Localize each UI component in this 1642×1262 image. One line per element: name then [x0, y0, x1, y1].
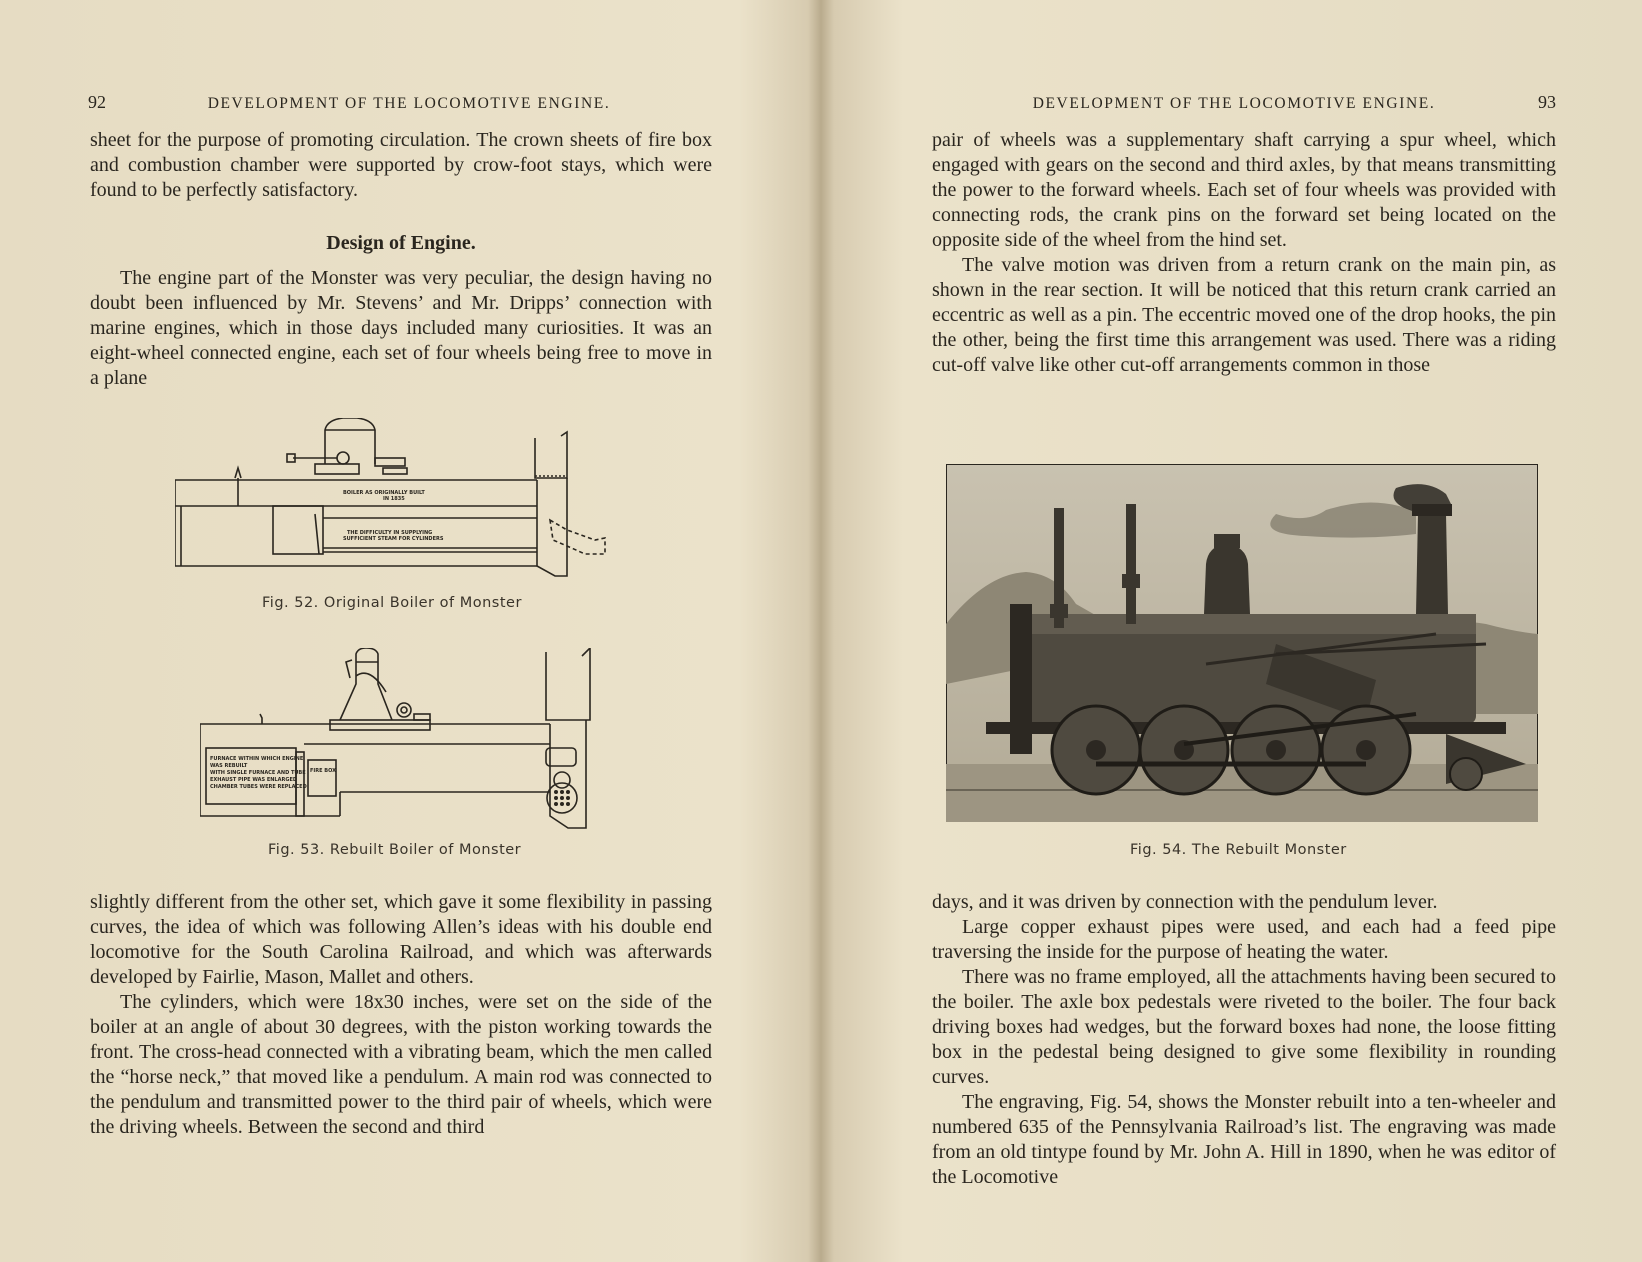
fig53-label-5: CHAMBER TUBES WERE REPLACED [210, 784, 307, 790]
right-running-head [930, 92, 1556, 113]
left-design-paragraph-block [90, 266, 712, 391]
left-page-number: 92 [88, 92, 106, 112]
fig52-label-4: SUFFICIENT STEAM FOR CYLINDERS [343, 536, 444, 542]
fig54-locomotive-engraving [946, 464, 1538, 822]
right-page [822, 0, 1642, 1262]
right-running-title: DEVELOPMENT OF THE LOCOMOTIVE ENGINE. [1032, 95, 1436, 112]
right-paragraph-bottom-3: There was no frame employed, all the attachments having been secured to the boiler. The axle box pedestals were riveted to the boiler. The four back driving boxes had wedges, but the forward boxes had none, the loose fitting box in the pedestal being designed to give some flexibility in rounding curves. [932, 966, 1556, 1088]
left-running-head [88, 92, 712, 113]
right-paragraph-bottom-2: Large copper exhaust pipes were used, and each had a feed pipe traversing the inside for the purpose of heating the water. [932, 916, 1556, 963]
right-bottom-paragraph-block [932, 890, 1556, 1190]
fig53-boiler-drawing [200, 648, 610, 844]
right-page-number: 93 [1538, 92, 1556, 112]
section-heading: Design of Engine. [326, 232, 476, 254]
left-paragraph-bottom-2: The cylinders, which were 18x30 inches, were set on the side of the boiler at an angle of about 30 degrees, with the piston working towards the front. The cross-head connected with a vibrating beam, which the men called the “horse neck,” that moved like a pendulum. A main rod was connected to the pendulum and transmitted power to the third pair of wheels, which were the driving wheels. Between the second and third [90, 991, 712, 1138]
left-running-title: DEVELOPMENT OF THE LOCOMOTIVE ENGINE. [207, 95, 611, 112]
fig52-label-2: IN 1835 [383, 496, 405, 502]
right-paragraph-top-2: The valve motion was driven from a return crank on the main pin, as shown in the rear section. It will be noticed that this return crank carried an eccentric as well as a pin. The eccentric moved one of the drop hooks, the pin the other, being the first time this arrangement was used. There was a riding cut-off valve like other cut-off arrangements common in those [932, 254, 1556, 376]
fig52-label-3: THE DIFFICULTY IN SUPPLYING [347, 530, 433, 536]
right-paragraph-bottom-4: The engraving, Fig. 54, shows the Monster rebuilt into a ten-wheeler and numbered 635 of the Pennsylvania Railroad’s list. The engraving was made from an old tintype found by Mr. John A. Hill in 1890, when he was editor of the Locomotive [932, 1091, 1556, 1188]
left-paragraph-design: The engine part of the Monster was very peculiar, the design having no doubt been influenced by Mr. Stevens’ and Mr. Dripps’ connection with marine engines, which in those days included many curiosities. It was an eight-wheel connected engine, each set of four wheels being free to move in a plane [90, 267, 712, 389]
fig53-label-2: WAS REBUILT [210, 763, 248, 769]
fig52-boiler-drawing [175, 418, 620, 578]
fig52-caption: Fig. 52. Original Boiler of Monster [262, 595, 522, 611]
fig52-labels [343, 490, 444, 542]
right-paragraph-bottom-1: days, and it was driven by connection with the pendulum lever. [932, 891, 1438, 913]
fig53-labels [210, 756, 336, 790]
left-paragraph-bottom-1: slightly different from the other set, which gave it some flexibility in passing curves, the idea of which was following Allen’s ideas with his double end locomotive for the South Carolina Railroad, and which was afterwards developed by Fairlie, Mason, Mallet and others. [90, 891, 712, 988]
fig52-label-1: BOILER AS ORIGINALLY BUILT [343, 490, 425, 496]
fig53-label-4: EXHAUST PIPE WAS ENLARGED [210, 777, 298, 783]
left-paragraph-top: sheet for the purpose of promoting circulation. The crown sheets of fire box and combustion chamber were supported by crow-foot stays, which were found to be perfectly satisfactory. [90, 129, 712, 201]
fig53-label-6: FIRE BOX [310, 768, 337, 774]
left-top-paragraph-block [90, 128, 712, 203]
fig54-caption: Fig. 54. The Rebuilt Monster [1130, 842, 1347, 858]
right-paragraph-top-1: pair of wheels was a supplementary shaft carrying a spur wheel, which engaged with gears on the second and third axles, by that means transmitting the power to the forward wheels. Each set of four wheels was provided with connecting rods, the crank pins on the forward set being located on the opposite side of the wheel from the hind set. [932, 129, 1556, 251]
left-bottom-paragraph-block [90, 890, 712, 1140]
right-top-paragraph-block [932, 128, 1556, 378]
left-page [0, 0, 820, 1262]
fig53-caption: Fig. 53. Rebuilt Boiler of Monster [268, 842, 522, 858]
fig53-label-3: WITH SINGLE FURNACE AND TUBE [210, 770, 306, 776]
fig53-label-1: FURNACE WITHIN WHICH ENGINE [210, 756, 304, 762]
